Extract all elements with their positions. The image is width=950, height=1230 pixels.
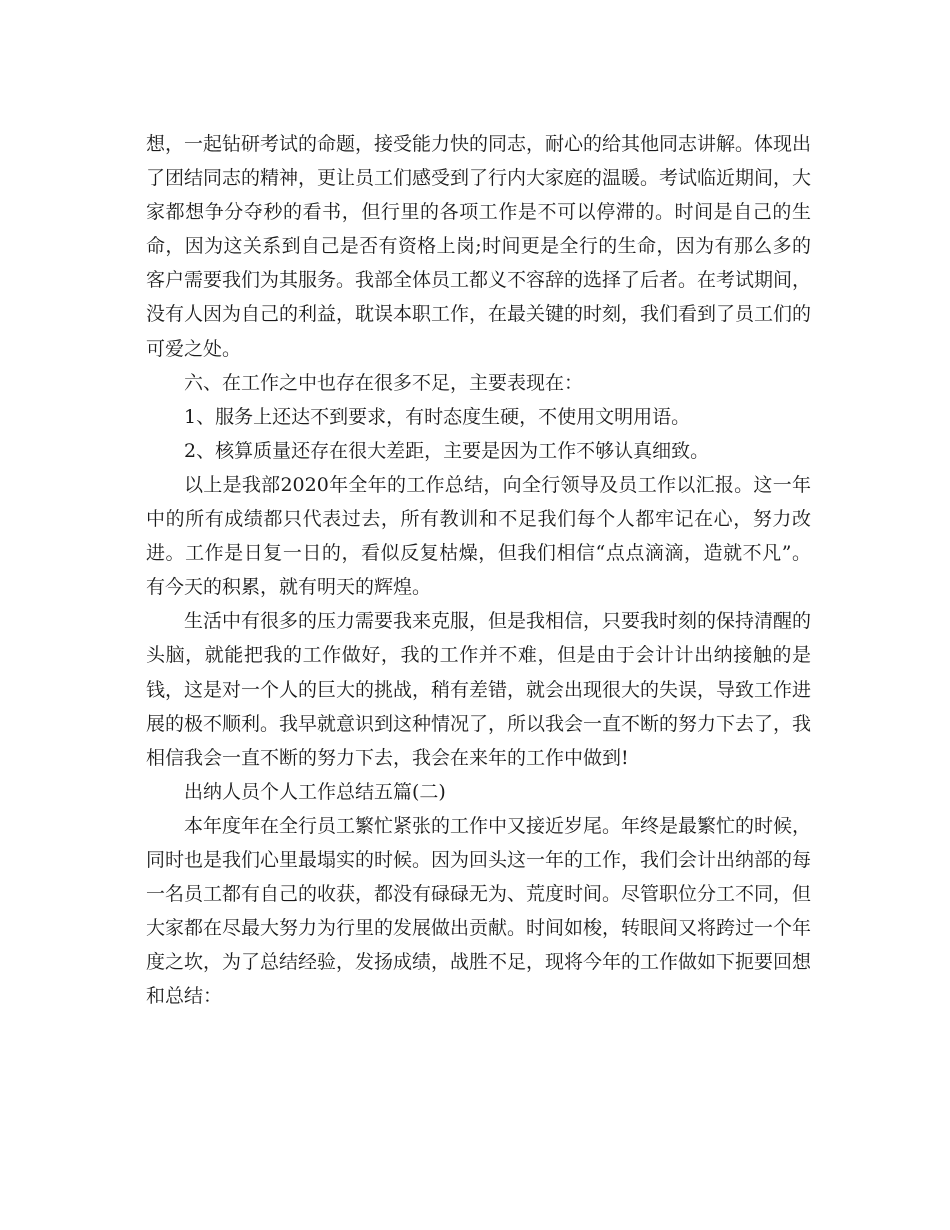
paragraph-4: 2、核算质量还存在很大差距，主要是因为工作不够认真细致。 [184, 439, 710, 462]
document-body [146, 127, 811, 1013]
section-heading: 出纳人员个人工作总结五篇(二) [184, 780, 446, 803]
paragraph-2: 六、在工作之中也存在很多不足，主要表现在： [184, 371, 584, 394]
paragraph-1: 想，一起钻研考试的命题，接受能力快的同志，耐心的给其他同志讲解。体现出了团结同志的精神，更让员工们感受到了行内大家庭的温暖。考试临近期间，大家都想争分夺秒的看书，但行里的各项工作是不可以停滞的。时间是自己的生命，因为这关系到自己是否有资格上岗;时间更是全行的生命，因为有那么多的客户需要我们为其服务。我部全体员工都义不容辞的选择了后者。在考试期间，没有人因为自己的利益，耽误本职工作，在最关键的时刻，我们看到了员工们的可爱之处。 [146, 133, 812, 360]
paragraph-6: 生活中有很多的压力需要我来克服，但是我相信，只要我时刻的保持清醒的头脑，就能把我的工作做好，我的工作并不难，但是由于会计计出纳接触的是钱，这是对一个人的巨大的挑战，稍有差错，就会出现很大的失误，导致工作进展的极不顺利。我早就意识到这种情况了，所以我会一直不断的努力下去了，我相信我会一直不断的努力下去，我会在来年的工作中做到! [146, 610, 812, 769]
paragraph-3: 1、服务上还达不到要求，有时态度生硬，不使用文明用语。 [184, 405, 691, 428]
paragraph-8: 本年度年在全行员工繁忙紧张的工作中又接近岁尾。年终是最繁忙的时候，同时也是我们心里最塌实的时候。因为回头这一年的工作，我们会计出纳部的每一名员工都有自己的收获，都没有碌碌无为、荒度时间。尽管职位分工不同，但大家都在尽最大努力为行里的发展做出贡献。时间如梭，转眼间又将跨过一个年度之坎，为了总结经验，发扬成绩，战胜不足，现将今年的工作做如下扼要回想和总结： [146, 814, 812, 1008]
paragraph-5: 以上是我部2020年全年的工作总结，向全行领导及员工作以汇报。这一年中的所有成绩都只代表过去，所有教训和不足我们每个人都牢记在心，努力改进。工作是日复一日的，看似反复枯燥，但我们相信“点点滴滴，造就不凡”。有今天的积累，就有明天的辉煌。 [146, 473, 811, 599]
